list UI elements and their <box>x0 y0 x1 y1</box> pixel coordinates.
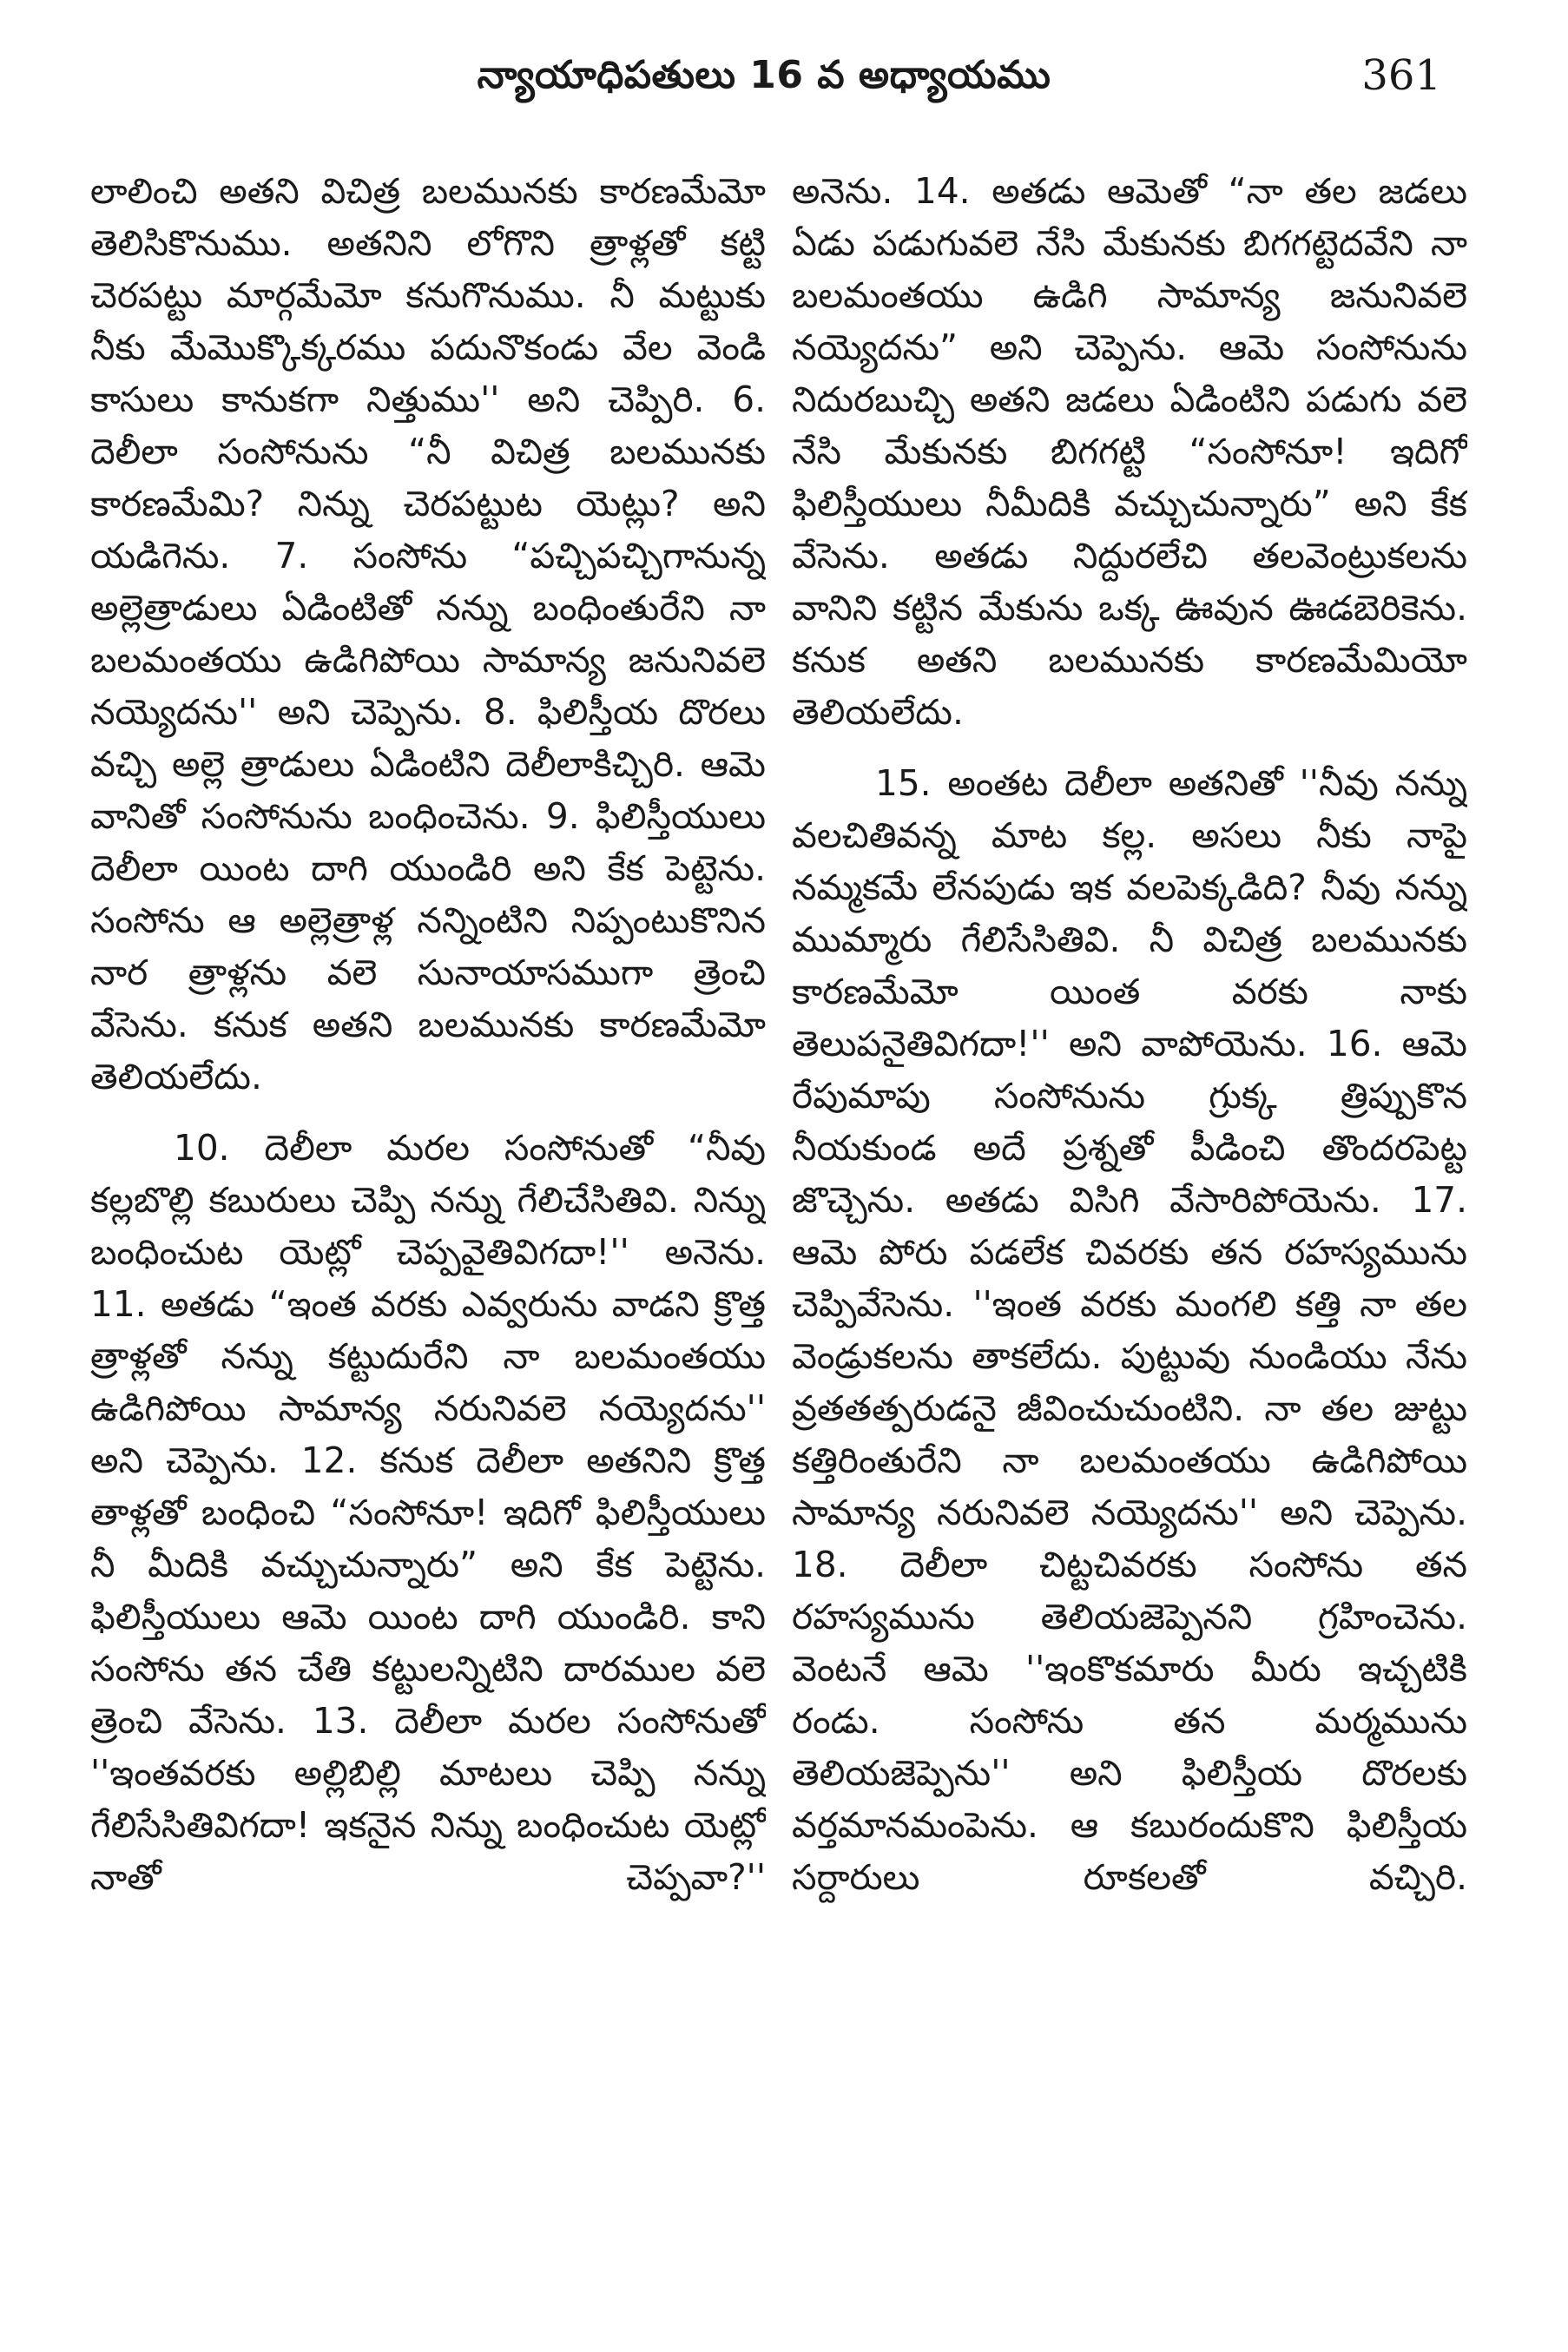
paragraph-verse-14: అనెను. 14. అతడు ఆమెతో “నా తల జడలు ఏడు పడుగువలె నేసి మేకునకు బిగగట్టెదవేని నా బలమంతయు ఉడిగి సామాన్య జనునివలె నయ్యెదను” అని చెప్పెను. ఆమె సంసోనును నిదురబుచ్చి అతని జడలు ఏడింటిని పడుగు వలె నేసి మేకునకు బిగగట్టి “సంసోనూ! ఇదిగో ఫిలిస్తీయులు నీమీదికి వచ్చుచున్నారు” అని కేక వేసెను. అతడు నిద్దురలేచి తలవెంట్రుకలను వానిని కట్టిన మేకును ఒక్క ఊవున ఊడబెరికెను. కనుక అతని బలమునకు కారణమేమియో తెలియలేదు. <box>792 170 1467 733</box>
running-head: న్యాయాధిపతులు 16 వ అధ్యాయము <box>477 53 1051 97</box>
page-header <box>87 45 1441 106</box>
left-column <box>90 165 766 2318</box>
paragraph-verses-10-13: 10. దెలీలా మరల సంసోనుతో “నీవు కల్లబొల్లి కబురులు చెప్పి నన్ను గేలిచేసితివి. నిన్ను బంధించుట యెట్లో చెప్పవైతివిగదా!'' అనెను. 11. అతడు “ఇంత వరకు ఎవ్వరును వాడని క్రొత్త త్రాళ్లతో నన్ను కట్టుదురేని నా బలమంతయు ఉడిగిపోయి సామాన్య నరునివలె నయ్యెదను'' అని చెప్పెను. 12. కనుక దెలీలా అతనిని క్రొత్త తాళ్లతో బంధించి “సంసోనూ! ఇదిగో ఫిలిస్తీయులు నీ మీదికి వచ్చుచున్నారు” అని కేక పెట్టెను. ఫిలిస్తీయులు ఆమె యింట దాగి యుండిరి. కాని సంసోను తన చేతి కట్టులన్నిటిని దారముల వలె త్రెంచి వేసెను. 13. దెలీలా మరల సంసోనుతో ''ఇంతవరకు అల్లిబిల్లి మాటలు చెప్పి నన్ను గేలిసేసితివిగదా! ఇకనైన నిన్ను బంధించుట యెట్లో నాతో చెప్పవా?'' <box>90 1127 766 1898</box>
paragraph-verses-5-9: లాలించి అతని విచిత్ర బలమునకు కారణమేమో తెలిసికొనుము. అతనిని లోగొని త్రాళ్లతో కట్టి చెరపట్టు మార్గమేమో కనుగొనుము. నీ మట్టుకు నీకు మేమొక్కొక్కరము పదునొకండు వేల వెండి కాసులు కానుకగా నిత్తుము'' అని చెప్పిరి. 6. దెలీలా సంసోనును “నీ విచిత్ర బలమునకు కారణమేమి? నిన్ను చెరపట్టుట యెట్లు? అని యడిగెను. 7. సంసోను “పచ్చిపచ్చిగానున్న అల్లెత్రాడులు ఏడింటితో నన్ను బంధింతురేని నా బలమంతయు ఉడిగిపోయి సామాన్య జనునివలె నయ్యెదను'' అని చెప్పెను. 8. ఫిలిస్తీయ దొరలు వచ్చి అల్లె త్రాడులు ఏడింటిని దెలీలాకిచ్చిరి. ఆమె వానితో సంసోనును బంధించెను. 9. ఫిలిస్తీయులు దెలీలా యింట దాగి యుండిరి అని కేక పెట్టెను. సంసోను ఆ అల్లెత్రాళ్ల నన్నింటిని నిప్పంటుకొనిన నార త్రాళ్లను వలె సునాయాసముగా త్రెంచి వేసెను. కనుక అతని బలమునకు కారణమేమో తెలియలేదు. <box>90 170 766 1097</box>
right-column <box>792 165 1467 2318</box>
paragraph-verses-15-18: 15. అంతట దెలీలా అతనితో ''నీవు నన్ను వలచితివన్న మాట కల్ల. అసలు నీకు నాపై నమ్మకమే లేనపుడు ఇక వలపెక్కడిది? నీవు నన్ను ముమ్మారు గేలిసేసితివి. నీ విచిత్ర బలమునకు కారణమేమో యింత వరకు నాకు తెలుపనైతివిగదా!'' అని వాపోయెను. 16. ఆమె రేపుమాపు సంసోనును గ్రుక్క త్రిప్పుకొన నీయకుండ అదే ప్రశ్నతో పీడించి తొందరపెట్ట జొచ్చెను. అతడు విసిగి వేసారిపోయెను. 17. ఆమె పోరు పడలేక చివరకు తన రహస్యమును చెప్పివేసెను. ''ఇంత వరకు మంగలి కత్తి నా తల వెండ్రుకలను తాకలేదు. పుట్టువు నుండియు నేను వ్రతతత్పరుడనై జీవించుచుంటిని. నా తల జుట్టు కత్తిరింతురేని నా బలమంతయు ఉడిగిపోయి సామాన్య నరునివలె నయ్యెదను'' అని చెప్పెను. 18. దెలీలా చిట్టచివరకు సంసోను తన రహస్యమును తెలియజెప్పెనని గ్రహించెను. వెంటనే ఆమె ''ఇంకొకమారు మీరు ఇచ్చటికి రండు. సంసోను తన మర్మమును తెలియజెప్పెను'' అని ఫిలిస్తీయ దొరలకు వర్తమానమంపెను. ఆ కబురందుకొని ఫిలిస్తీయ సర్దారులు రూకలతో వచ్చిరి. <box>792 762 1467 1898</box>
page-number: 361 <box>1361 51 1441 100</box>
